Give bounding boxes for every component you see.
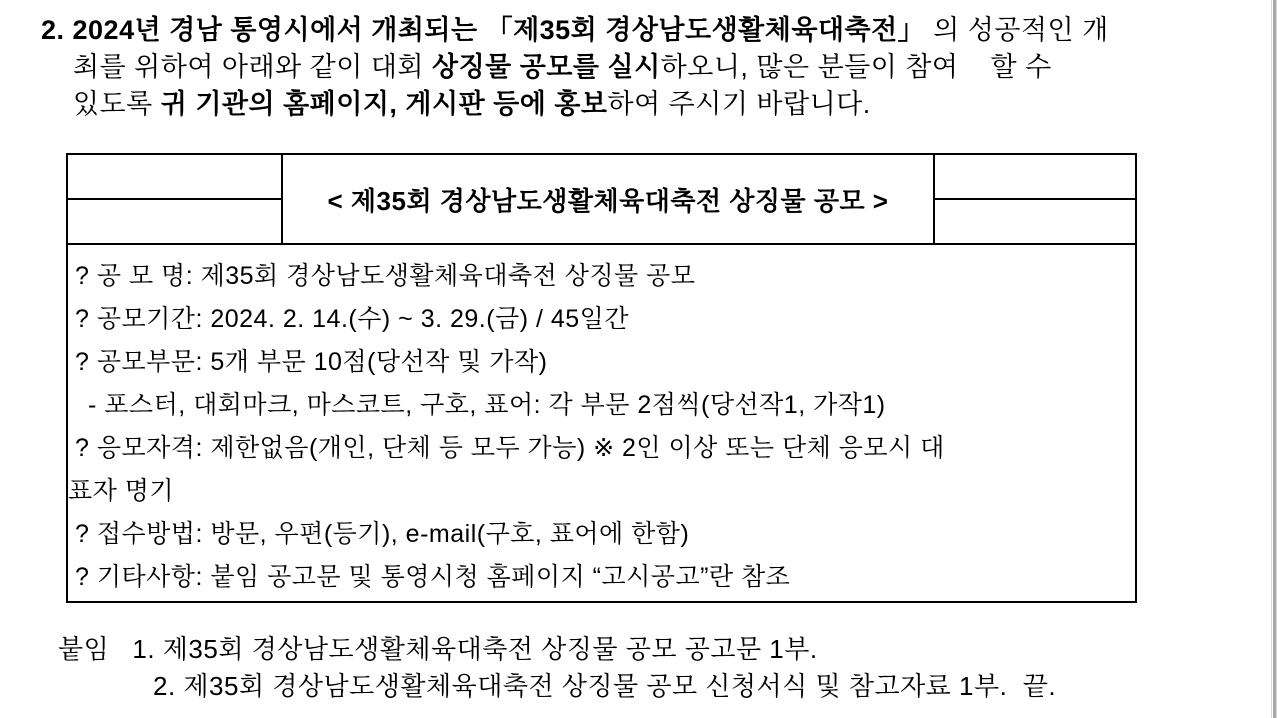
regular-text: 의 성공적인 개: [925, 15, 1109, 45]
bold-text: 2. 2024년 경남 통영시에서 개최되는 「제35회 경상남도생활체육대축전」: [41, 15, 926, 45]
regular-text: 최를 위하여 아래와 같이 대회: [73, 52, 432, 82]
table-body-line: ? 기타사항: 붙임 공고문 및 통영시청 홈페이지 “고시공고”란 참조: [75, 563, 791, 591]
bold-text: 상징물 공모를 실시: [432, 52, 661, 82]
regular-text: 하오니, 많은 분들이 참여 할 수: [660, 52, 1052, 82]
paragraph-line: [41, 86, 1151, 123]
header-right-bottom-cell: [935, 200, 1135, 243]
page-edge-strip: [1271, 0, 1277, 718]
table-body-line: ? 응모자격: 제한없음(개인, 단체 등 모두 가능) ※ 2인 이상 또는 단체 응모시 대: [75, 434, 945, 462]
paragraph-line: [41, 12, 1151, 49]
bold-text: 귀 기관의 홈페이지, 게시판 등에 홍보: [160, 89, 608, 119]
regular-text: 있도록: [73, 89, 161, 119]
table-body-line: 표자 명기: [68, 477, 175, 505]
table-body-line: ? 공 모 명: 제35회 경상남도생활체육대축전 상징물 공모: [75, 262, 696, 290]
header-left-bottom-cell: [68, 200, 281, 243]
table-title: < 제35회 경상남도생활체육대축전 상징물 공모 >: [327, 185, 889, 216]
attachment-line: 붙임 1. 제35회 경상남도생활체육대축전 상징물 공모 공고문 1부.: [58, 634, 818, 664]
attachments: [58, 631, 1218, 705]
table-body-line: ? 접수방법: 방문, 우편(등기), e-mail(구호, 표어에 한함): [75, 520, 690, 548]
table-body-line: ? 공모부문: 5개 부문 10점(당선작 및 가작): [75, 348, 548, 376]
header-left-cell: [68, 155, 283, 243]
table-body-line: - 포스터, 대회마크, 마스코트, 구호, 표어: 각 부문 2점씩(당선작1, 가작1): [88, 391, 886, 419]
table-body-line: ? 공모기간: 2024. 2. 14.(수) ~ 3. 29.(금) / 45일간: [75, 305, 629, 333]
header-right-cell: [933, 155, 1135, 243]
table-header-row: [68, 155, 1135, 245]
paragraph-line: [41, 49, 1151, 86]
header-right-top-cell: [935, 155, 1135, 200]
regular-text: 하여 주시기 바랍니다.: [607, 89, 871, 119]
intro-paragraph: [41, 12, 1151, 123]
header-left-top-cell: [68, 155, 281, 200]
notice-table: [66, 153, 1137, 603]
table-body: [68, 245, 1135, 599]
attachment-line: 2. 제35회 경상남도생활체육대축전 상징물 공모 신청서식 및 참고자료 1부. 끝.: [153, 671, 1057, 701]
